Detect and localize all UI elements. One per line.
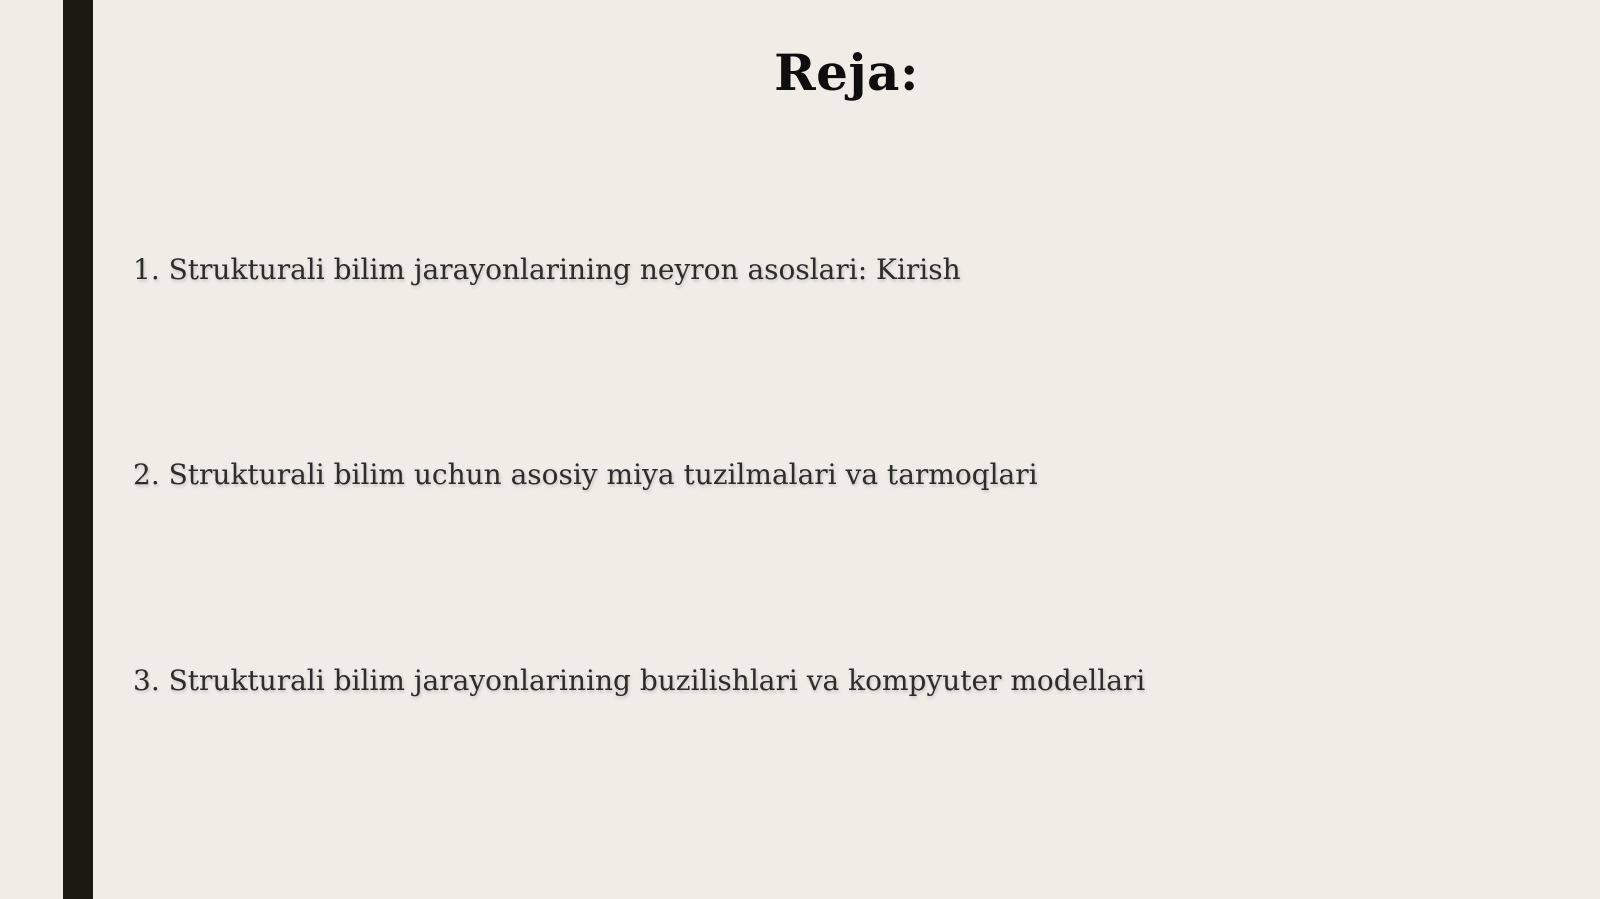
slide-title: Reja: bbox=[774, 43, 919, 102]
plan-item-1: 1. Strukturali bilim jarayonlarining neyron asoslari: Kirish bbox=[133, 253, 961, 286]
plan-item-3: 3. Strukturali bilim jarayonlarining buzilishlari va kompyuter modellari bbox=[133, 664, 1146, 697]
plan-item-2: 2. Strukturali bilim uchun asosiy miya tuzilmalari va tarmoqlari bbox=[133, 458, 1038, 491]
left-accent-bar bbox=[63, 0, 93, 899]
